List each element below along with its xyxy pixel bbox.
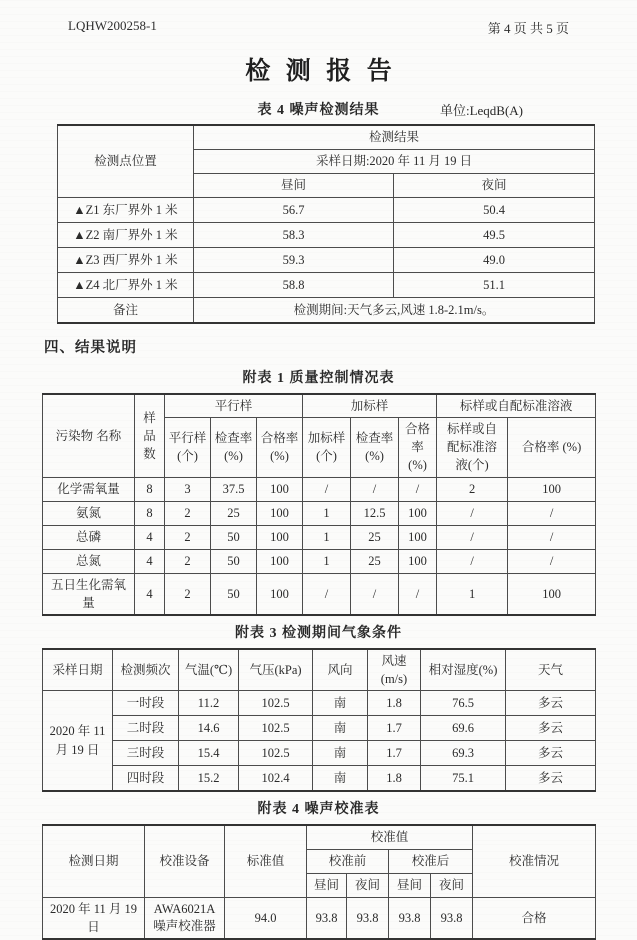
table-row [58,125,595,150]
appendix3-caption: 附表 3 检测期间气象条件 [235,625,402,641]
table-row [43,525,596,549]
cell: / [437,501,508,525]
cell: / [351,477,399,501]
cell: 15.4 [179,741,239,766]
day-value: 59.3 [194,248,394,273]
cell: 12.5 [351,501,399,525]
a1-header-standard-group: 标样或自配标准溶液 [437,394,596,418]
cal-value: 93.8 [431,898,473,940]
a4-header-night: 夜间 [347,874,389,898]
cell: 4 [135,525,165,549]
page-indicator: 第 4 页 共 5 页 [487,21,569,36]
cell: 8 [135,501,165,525]
cell: 1 [303,549,351,573]
a1-header-sample-count: 样品数 [135,394,165,477]
table-row [43,825,596,850]
cell: 100 [257,573,303,615]
a4-header-cal-group: 校准值 [307,825,473,850]
cell: 1.7 [368,741,421,766]
table-row [58,298,595,324]
section-heading: 四、结果说明 [44,340,137,356]
a3-header: 气压(kPa) [239,649,313,691]
cell: 2 [165,501,211,525]
cell: 1.8 [368,691,421,716]
cell: 2 [165,525,211,549]
cell: 100 [399,549,437,573]
table4-caption: 表 4 噪声检测结果 [257,103,380,118]
monitor-point: ▲Z3 西厂界外 1 米 [58,248,194,273]
quality-control-table [42,393,596,616]
cell: / [303,573,351,615]
cell: 2 [165,573,211,615]
a4-header-date: 检测日期 [43,825,145,898]
table-row [43,549,596,573]
cell: 4 [135,573,165,615]
monitor-point: ▲Z2 南厂界外 1 米 [58,223,194,248]
standard-value: 94.0 [225,898,307,940]
table-row [43,649,596,691]
calibration-device [145,898,225,940]
a1-subheader: 标样或自 配标准溶 液(个) [437,418,508,477]
cell: / [351,573,399,615]
cell: 南 [313,691,368,716]
pollutant-name: 化学需氧量 [43,477,135,501]
table4-caption-row [42,99,595,121]
cell: 2 [437,477,508,501]
page-header [42,18,595,37]
cell: 1.8 [368,766,421,792]
pollutant-name: 氨氮 [43,501,135,525]
calibration-status: 合格 [473,898,596,940]
table4-header-result: 检测结果 [194,125,595,150]
cell: / [303,477,351,501]
a3-header: 检测频次 [113,649,179,691]
table4-header-day: 昼间 [194,174,394,198]
cell: / [437,549,508,573]
a3-header: 风速(m/s) [368,649,421,691]
night-value: 49.5 [394,223,595,248]
cell: 25 [211,501,257,525]
period: 三时段 [113,741,179,766]
period: 一时段 [113,691,179,716]
a3-header: 采样日期 [43,649,113,691]
table-row [58,223,595,248]
monitor-point: ▲Z4 北厂界外 1 米 [58,273,194,298]
remark-text: 检测期间:天气多云,风速 1.8-2.1m/s。 [194,298,595,324]
a1-subheader: 合格率 (%) [257,418,303,477]
cell: 69.6 [421,716,506,741]
a4-header-day: 昼间 [307,874,347,898]
a4-header-status: 校准情况 [473,825,596,898]
day-value: 56.7 [194,198,394,223]
cell: 多云 [506,691,596,716]
cell: 25 [351,549,399,573]
table-row [43,691,596,716]
cell: 100 [257,525,303,549]
table-row [43,394,596,418]
cell: 南 [313,766,368,792]
cell: 1 [437,573,508,615]
table-row [58,273,595,298]
cal-value: 93.8 [347,898,389,940]
cell: 100 [399,525,437,549]
cell: / [437,525,508,549]
a4-header-device: 校准设备 [145,825,225,898]
a1-subheader: 合格率 (%) [508,418,596,477]
cal-value: 93.8 [389,898,431,940]
cell: 102.5 [239,741,313,766]
cell: 15.2 [179,766,239,792]
a1-subheader: 平行样 (个) [165,418,211,477]
pollutant-name: 五日生化需氧量 [43,573,135,615]
period: 二时段 [113,716,179,741]
a4-header-night: 夜间 [431,874,473,898]
table-row [58,248,595,273]
cell: / [399,573,437,615]
cell: 25 [351,525,399,549]
table-row [43,716,596,741]
table-row [58,198,595,223]
cell: 14.6 [179,716,239,741]
cell: / [508,501,596,525]
a3-header: 天气 [506,649,596,691]
table-row [43,898,596,940]
cell: 多云 [506,741,596,766]
a1-header-parallel-group: 平行样 [165,394,303,418]
cell: 11.2 [179,691,239,716]
table4-header-sampling-date: 采样日期:2020 年 11 月 19 日 [194,150,595,174]
cell: 100 [508,477,596,501]
day-value: 58.3 [194,223,394,248]
table4-header-night: 夜间 [394,174,595,198]
calibration-date: 2020 年 11 月 19 日 [43,898,145,940]
a3-header: 气温(℃) [179,649,239,691]
cell: / [508,549,596,573]
cal-value: 93.8 [307,898,347,940]
device-model: AWA6021A [153,902,216,917]
sampling-date: 2020 年 11 月 19 日 [43,691,113,792]
table-row [43,766,596,792]
cell: 南 [313,716,368,741]
doc-number: LQHW200258-1 [68,18,157,33]
cell: 50 [211,525,257,549]
a4-header-day: 昼间 [389,874,431,898]
a4-header-standard: 标准值 [225,825,307,898]
cell: 102.4 [239,766,313,792]
table4-header-location: 检测点位置 [58,125,194,198]
cell: 1 [303,501,351,525]
day-value: 58.8 [194,273,394,298]
a3-header: 相对湿度(%) [421,649,506,691]
a1-subheader: 合格率 (%) [399,418,437,477]
weather-conditions-table [42,648,596,792]
cell: 1.7 [368,716,421,741]
cell: 100 [257,549,303,573]
a4-header-after: 校准后 [389,850,473,874]
cell: 100 [508,573,596,615]
cell: 75.1 [421,766,506,792]
cell: 50 [211,549,257,573]
a1-subheader: 检查率 (%) [351,418,399,477]
cell: 102.5 [239,691,313,716]
monitor-point: ▲Z1 东厂界外 1 米 [58,198,194,223]
cell: / [399,477,437,501]
cell: 76.5 [421,691,506,716]
night-value: 51.1 [394,273,595,298]
table4-unit-label: 单位:LeqdB(A) [439,103,523,118]
a4-header-before: 校准前 [307,850,389,874]
period: 四时段 [113,766,179,792]
device-type: 噪声校准器 [153,919,216,934]
table-row [43,741,596,766]
cell: 4 [135,549,165,573]
a3-header: 风向 [313,649,368,691]
cell: 100 [399,501,437,525]
cell: 100 [257,501,303,525]
a1-header-spike-group: 加标样 [303,394,437,418]
a1-subheader: 加标样 (个) [303,418,351,477]
table-row [43,501,596,525]
noise-calibration-table [42,824,596,940]
report-title: 检测报告 [245,58,408,85]
night-value: 49.0 [394,248,595,273]
cell: 多云 [506,716,596,741]
cell: 1 [303,525,351,549]
cell: / [508,525,596,549]
a1-header-pollutant: 污染物 名称 [43,394,135,477]
cell: 102.5 [239,716,313,741]
cell: 50 [211,573,257,615]
cell: 南 [313,741,368,766]
cell: 2 [165,549,211,573]
pollutant-name: 总氮 [43,549,135,573]
table-row [43,573,596,615]
cell: 多云 [506,766,596,792]
table-row [43,477,596,501]
night-value: 50.4 [394,198,595,223]
appendix4-caption: 附表 4 噪声校准表 [257,802,380,817]
remark-label: 备注 [58,298,194,324]
a1-subheader: 检查率 (%) [211,418,257,477]
cell: 69.3 [421,741,506,766]
pollutant-name: 总磷 [43,525,135,549]
cell: 100 [257,477,303,501]
cell: 8 [135,477,165,501]
appendix1-caption: 附表 1 质量控制情况表 [242,371,395,386]
cell: 3 [165,477,211,501]
noise-results-table [57,124,595,324]
cell: 37.5 [211,477,257,501]
